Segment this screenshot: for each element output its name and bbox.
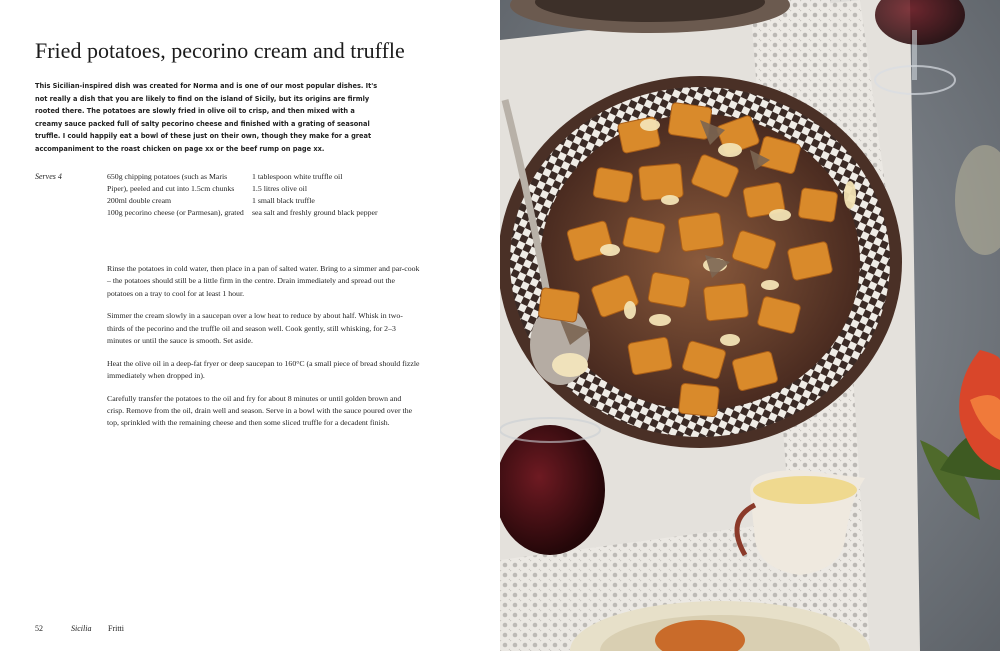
chapter-name: Fritti [108,624,125,633]
method-step: Heat the olive oil in a deep-fat fryer or deep saucepan to 160°C (a small piece of bread should fizzle immediately when dropped in). [107,358,420,381]
ingredients-column-2 [252,171,402,219]
ingredient-item: 1 small black truffle [252,196,315,205]
ingredient-item: 1 tablespoon white truffle oil [252,172,343,181]
ingredient-item: 200ml double cream [107,196,172,205]
recipe-intro: This Sicilian-inspired dish was created for Norma and is one of our most popular dishes. It's not really a dish that you are likely to find on the island of Sicily, but its origins are firmly rooted there. The potatoes are slowly fried in olive oil to crisp, and then mixed with a creamy sauce packed full of salty pecorino cheese and finished with a grating of seasonal truffle. I could happily eat a bowl of these just on their own, though they make for a great accompaniment to the roast chicken on page xx or the beef rump on page xx. [35,82,378,153]
serves-label: Serves 4 [35,172,62,181]
section-name: Sicilia [71,624,92,633]
page-number: 52 [35,624,43,633]
method-step: Rinse the potatoes in cold water, then place in a pan of salted water. Bring to a simmer and par-cook – the potatoes should still be a little firm in the centre. Drain immediately and spread out the potatoes on a tray to cool for at least 1 hour. [107,264,420,298]
method-step: Simmer the cream slowly in a saucepan over a low heat to reduce by about half. Whisk in two-thirds of the pecorino and the truffle oil and season well. Cook gently, still whisking, for 2–3 minutes or until the sauce is smooth. Set aside. [107,311,403,345]
ingredient-item: 650g chipping potatoes (such as Maris Piper), peeled and cut into 1.5cm chunks [107,172,235,193]
ingredient-item: 100g pecorino cheese (or Parmesan), grated [107,208,244,217]
method-steps [107,263,420,440]
method-step: Carefully transfer the potatoes to the oil and fry for about 8 minutes or until golden brown and crisp. Remove from the oil, drain well and season. Serve in a bowl with the sauce poured over the top, sprinkled with the remaining cheese and then some sliced truffle for a decadent finish. [107,393,413,428]
ingredients-column-1 [107,171,247,219]
ingredient-item: sea salt and freshly ground black pepper [252,208,378,217]
food-photo [500,0,1000,651]
ingredient-item: 1.5 litres olive oil [252,184,308,193]
food-photo-illustration [500,0,1000,651]
recipe-title: Fried potatoes, pecorino cream and truffle [35,38,405,63]
